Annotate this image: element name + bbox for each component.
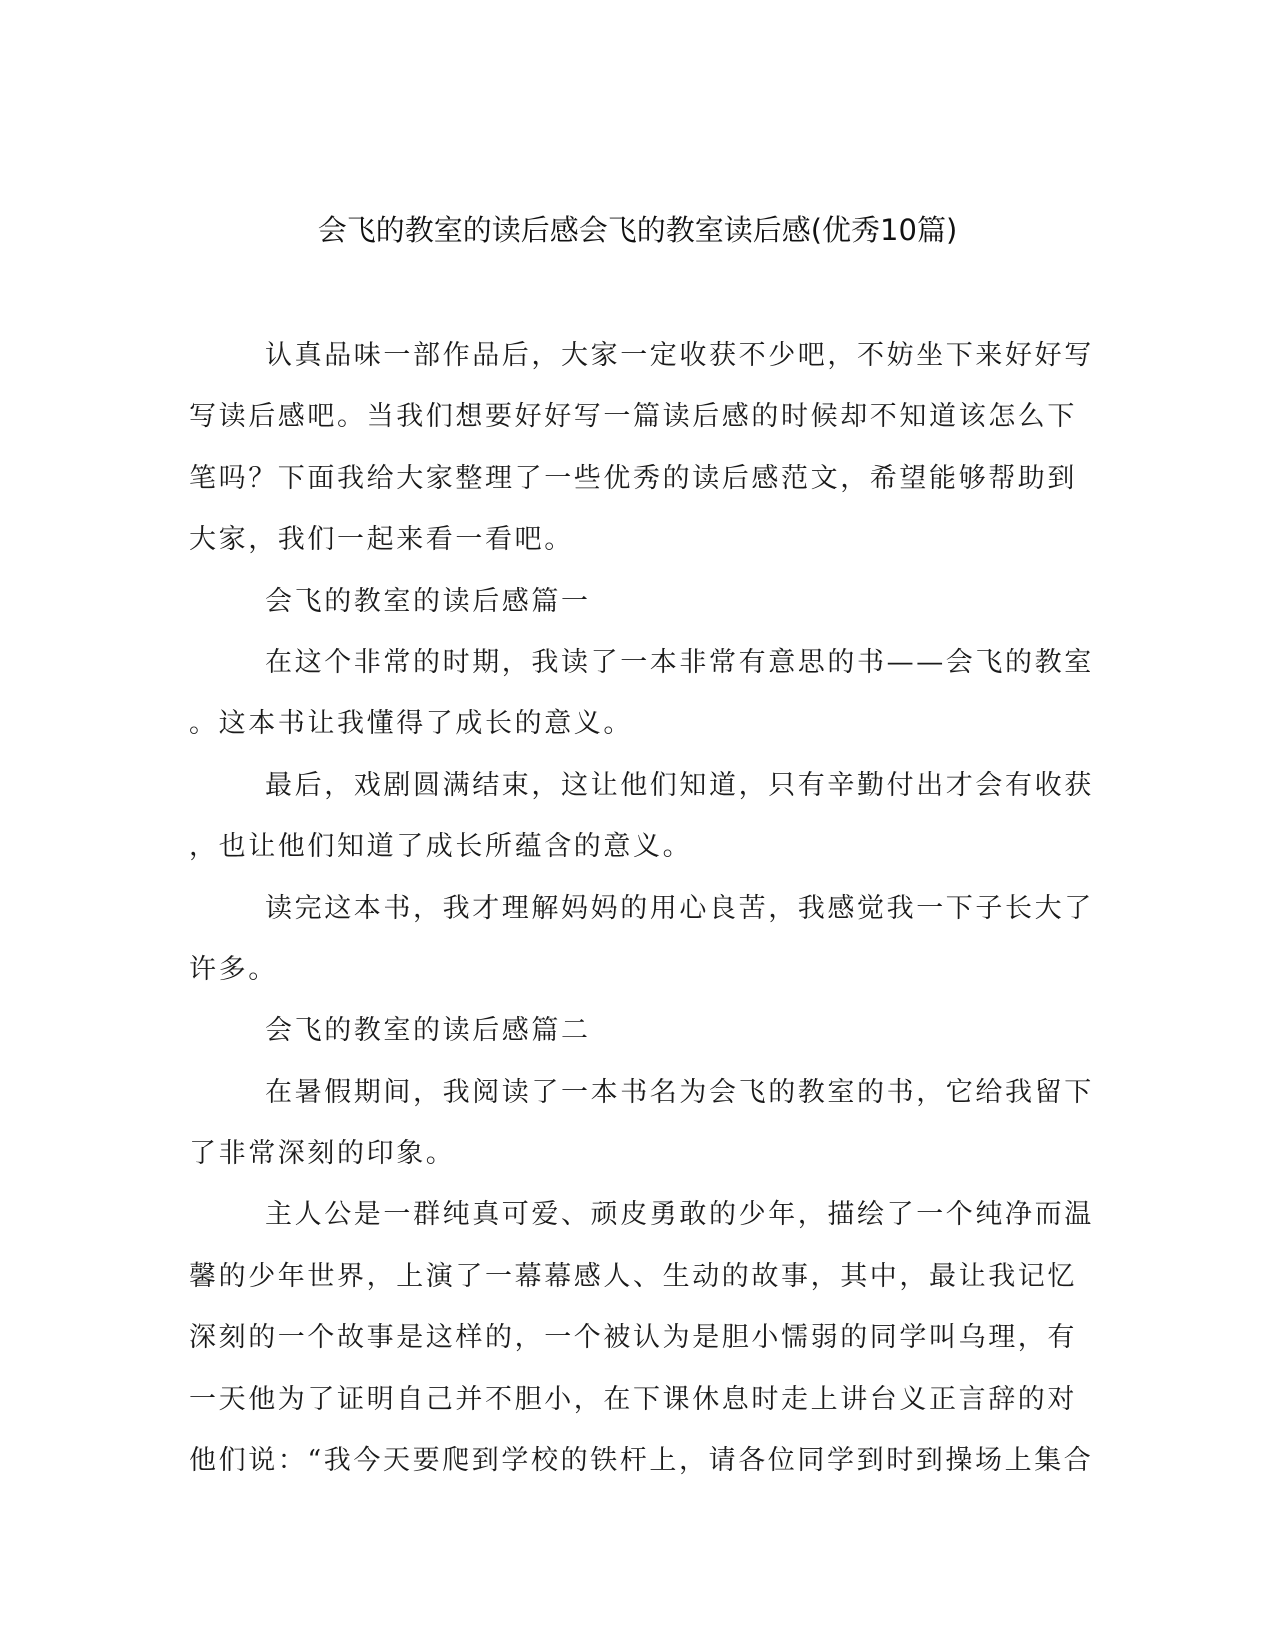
paragraph-line: 认真品味一部作品后，大家一定收获不少吧，不妨坐下来好好写 bbox=[265, 340, 1094, 371]
paragraph-line: 许多。 bbox=[189, 953, 278, 985]
section-heading: 会飞的教室的读后感篇二 bbox=[265, 1015, 591, 1047]
paragraph-line: 在暑假期间，我阅读了一本书名为会飞的教室的书，它给我留下 bbox=[265, 1076, 1094, 1108]
paragraph-line: 主人公是一群纯真可爱、顽皮勇敢的少年，描绘了一个纯净而温 bbox=[265, 1199, 1094, 1231]
document-title: 会飞的教室的读后感会飞的教室读后感(优秀10篇) bbox=[317, 213, 958, 247]
paragraph-line: 在这个非常的时期，我读了一本非常有意思的书——会飞的教室 bbox=[265, 646, 1094, 678]
paragraph-line: 他们说：“我今天要爬到学校的铁杆上，请各位同学到时到操场上集合 bbox=[189, 1445, 1094, 1477]
paragraph-line: 笔吗？下面我给大家整理了一些优秀的读后感范文，希望能够帮助到 bbox=[189, 462, 1077, 494]
paragraph-line: 深刻的一个故事是这样的，一个被认为是胆小懦弱的同学叫乌理，有 bbox=[189, 1322, 1077, 1354]
paragraph-line: 大家，我们一起来看一看吧。 bbox=[189, 524, 574, 556]
paragraph-line: 。这本书让我懂得了成长的意义。 bbox=[189, 708, 633, 740]
paragraph-line: ，也让他们知道了成长所蕴含的意义。 bbox=[189, 831, 693, 863]
paragraph-line: 读完这本书，我才理解妈妈的用心良苦，我感觉我一下子长大了 bbox=[265, 892, 1094, 924]
section-heading: 会飞的教室的读后感篇一 bbox=[265, 585, 591, 617]
paragraph-line: 馨的少年世界，上演了一幕幕感人、生动的故事，其中，最让我记忆 bbox=[189, 1260, 1077, 1292]
paragraph-line: 写读后感吧。当我们想要好好写一篇读后感的时候却不知道该怎么下 bbox=[189, 401, 1077, 433]
document-body bbox=[189, 325, 1094, 1491]
paragraph-line: 最后，戏剧圆满结束，这让他们知道，只有辛勤付出才会有收获 bbox=[265, 769, 1094, 801]
paragraph-line: 一天他为了证明自己并不胆小，在下课休息时走上讲台义正言辞的对 bbox=[189, 1383, 1077, 1415]
paragraph-line: 了非常深刻的印象。 bbox=[189, 1138, 456, 1170]
